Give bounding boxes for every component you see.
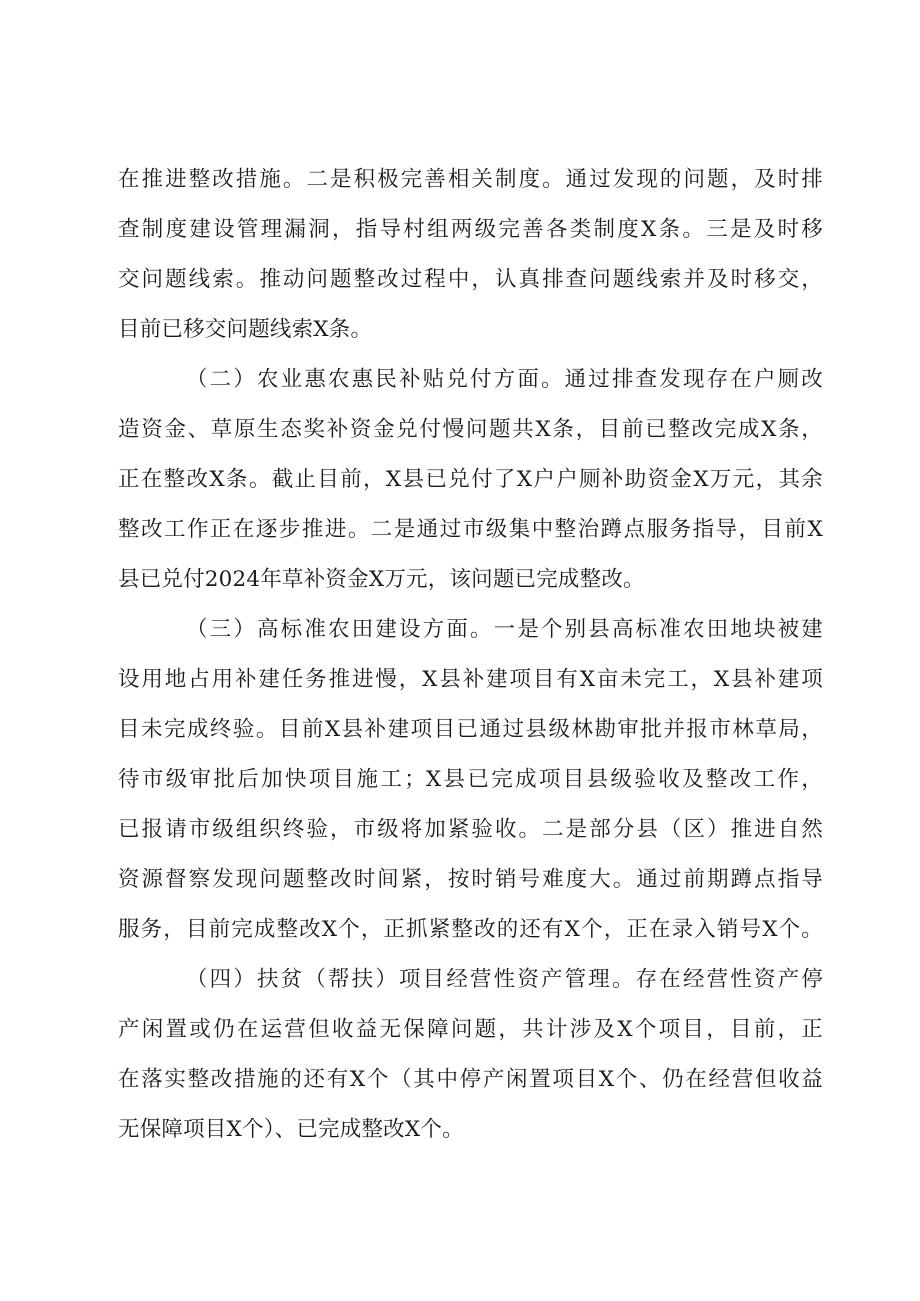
text-line: 整改工作正在逐步推进。二是通过市级集中整治蹲点服务指导，目前X: [118, 517, 823, 542]
text-line: 无保障项目X个）、已完成整改X个。: [118, 1117, 464, 1142]
text-line: 已报请市级组织终验，市级将加紧验收。二是部分县（区）推进自然: [118, 817, 823, 842]
text-line: 在推进整改措施。二是积极完善相关制度。通过发现的问题，及时排: [118, 167, 823, 192]
text-line: 目未完成终验。目前X县补建项目已通过县级林勘审批并报市林草局，: [118, 717, 823, 742]
paragraph-4: [118, 955, 823, 1155]
text-line: 产闲置或仍在运营但收益无保障问题，共计涉及X个项目，目前，正: [118, 1017, 823, 1042]
text-line: 在落实整改措施的还有X个（其中停产闲置项目X个、仍在经营但收益: [118, 1067, 823, 1092]
text-line: （三）高标准农田建设方面。一是个别县高标准农田地块被建: [186, 617, 823, 642]
text-line: 待市级审批后加快项目施工；X县已完成项目县级验收及整改工作，: [118, 767, 823, 792]
paragraph-1: [118, 155, 823, 355]
document-body: [118, 155, 823, 1155]
text-line: 资源督察发现问题整改时间紧，按时销号难度大。通过前期蹲点指导: [118, 867, 823, 892]
paragraph-2: [118, 355, 823, 605]
text-line: 造资金、草原生态奖补资金兑付慢问题共X条，目前已整改完成X条，: [118, 417, 823, 442]
text-line: 查制度建设管理漏洞，指导村组两级完善各类制度X条。三是及时移: [118, 217, 823, 242]
text-line: （二）农业惠农惠民补贴兑付方面。通过排查发现存在户厕改: [186, 367, 823, 392]
text-line: 设用地占用补建任务推进慢，X县补建项目有X亩未完工，X县补建项: [118, 667, 823, 692]
text-line: （四）扶贫（帮扶）项目经营性资产管理。存在经营性资产停: [186, 967, 823, 992]
text-line: 目前已移交问题线索X条。: [118, 317, 373, 342]
text-line: 服务，目前完成整改X个，正抓紧整改的还有X个，正在录入销号X个。: [118, 917, 823, 942]
text-line: 正在整改X条。截止目前，X县已兑付了X户户厕补助资金X万元，其余: [118, 467, 823, 492]
text-line: 县已兑付2024年草补资金X万元，该问题已完成整改。: [118, 567, 645, 592]
paragraph-3: [118, 605, 823, 955]
text-line: 交问题线索。推动问题整改过程中，认真排查问题线索并及时移交，: [118, 267, 823, 292]
